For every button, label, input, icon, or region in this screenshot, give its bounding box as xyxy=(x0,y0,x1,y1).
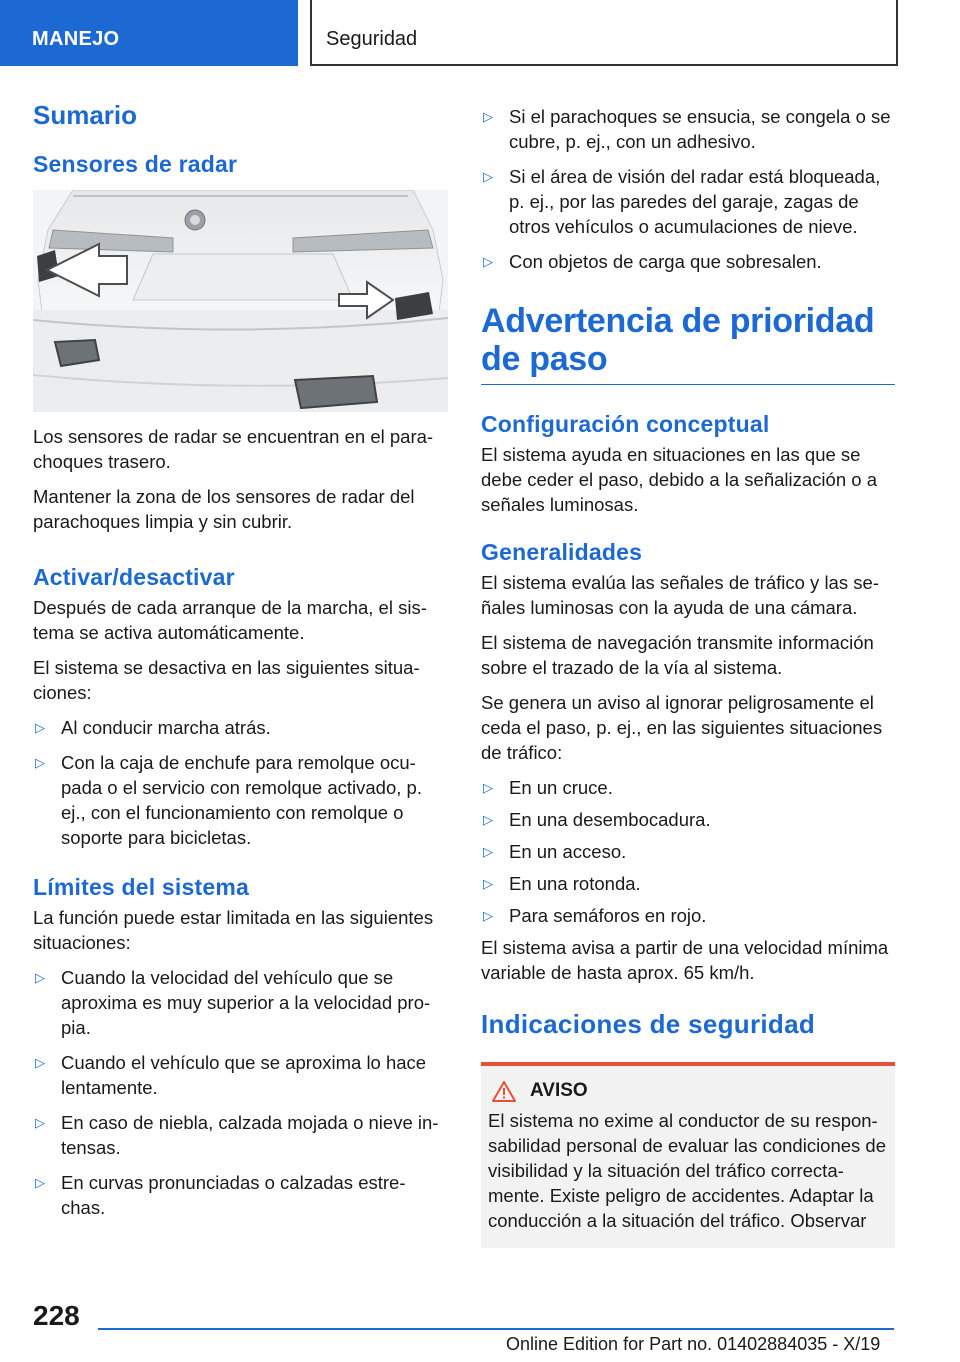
footer-divider xyxy=(98,1328,894,1330)
chapter-tab xyxy=(0,0,298,66)
triangle-bullet-icon: ▷ xyxy=(483,908,493,923)
list-item: ▷ En una desembocadura. xyxy=(483,809,711,830)
generalidades-list xyxy=(481,775,895,928)
list-item: ▷ Con la caja de enchufe para remolque ocu‐pada o el servicio con remolque activado, p. ej., con el funcionamiento con remolque o soporte para bicicletas. xyxy=(35,752,422,848)
list-item: ▷ En curvas pronunciadas o calzadas estre‐chas. xyxy=(35,1172,406,1218)
footer-edition: Online Edition for Part no. 01402884035 - X/19 xyxy=(506,1334,881,1354)
triangle-bullet-icon: ▷ xyxy=(35,755,45,770)
warning-header xyxy=(488,1080,887,1102)
limites-heading: Límites del sistema xyxy=(33,874,249,900)
limites-list-continued xyxy=(481,104,895,274)
triangle-bullet-icon: ▷ xyxy=(35,1175,45,1190)
triangle-bullet-icon: ▷ xyxy=(35,970,45,985)
list-item: ▷ Al conducir marcha atrás. xyxy=(35,717,271,738)
section-tab xyxy=(310,0,898,66)
section-main-title: Advertencia de prioridad de paso xyxy=(481,302,895,385)
triangle-bullet-icon: ▷ xyxy=(35,720,45,735)
list-item: ▷ Con objetos de carga que sobresalen. xyxy=(483,251,822,272)
page-title: Sumario xyxy=(33,100,138,130)
list-item: ▷ Cuando el vehículo que se aproxima lo hace lentamente. xyxy=(35,1052,427,1098)
list-item: ▷ En un acceso. xyxy=(483,841,627,862)
section-label: Seguridad xyxy=(326,28,418,50)
rear-bumper-image xyxy=(33,190,448,412)
warning-label: AVISO xyxy=(530,1080,588,1101)
triangle-bullet-icon: ▷ xyxy=(483,109,493,124)
triangle-bullet-icon: ▷ xyxy=(35,1115,45,1130)
limites-paragraph-1: La función puede estar limitada en las siguientes situaciones: xyxy=(33,907,434,953)
chapter-label: MANEJO xyxy=(32,28,120,50)
triangle-bullet-icon: ▷ xyxy=(483,812,493,827)
triangle-bullet-icon: ▷ xyxy=(483,844,493,859)
generalidades-paragraph-3: Se genera un aviso al ignorar peligrosamente el ceda el paso, p. ej., en las siguientes situaciones de tráfico: xyxy=(481,692,883,763)
config-heading: Configuración conceptual xyxy=(481,411,770,437)
warning-triangle-icon xyxy=(492,1081,516,1102)
generalidades-paragraph-2: El sistema de navegación transmite información sobre el trazado de la vía al sistema. xyxy=(481,632,874,678)
activar-list xyxy=(33,715,448,850)
seguridad-heading: Indicaciones de seguridad xyxy=(481,1009,816,1039)
limites-list xyxy=(33,965,448,1220)
left-column xyxy=(33,100,448,1230)
triangle-bullet-icon: ▷ xyxy=(483,876,493,891)
triangle-bullet-icon: ▷ xyxy=(35,1055,45,1070)
list-item: ▷ Si el parachoques se ensucia, se congela o se cubre, p. ej., con un adhesivo. xyxy=(483,106,891,152)
generalidades-heading: Generalidades xyxy=(481,539,643,565)
warning-text: El sistema no exime al conductor de su respon‐sabilidad personal de evaluar las condiciones de visibilidad y la situación del tráfico correcta‐mente. Existe peligro de accidentes. Adaptar la conducción a la situación del tráfico. Observar xyxy=(488,1110,887,1231)
radar-heading: Sensores de radar xyxy=(33,151,238,177)
warning-box xyxy=(481,1062,895,1248)
activar-paragraph-2: El sistema se desactiva en las siguientes situa‐ciones: xyxy=(33,657,420,703)
list-item: ▷ Si el área de visión del radar está bloqueada, p. ej., por las paredes del garaje, zagas de otros vehículos o acumulaciones de nieve. xyxy=(483,166,881,237)
config-paragraph: El sistema ayuda en situaciones en las que se debe ceder el paso, debido a la señalización o a señales luminosas. xyxy=(481,444,877,515)
activar-heading: Activar/desactivar xyxy=(33,564,235,590)
list-item: ▷ Para semáforos en rojo. xyxy=(483,905,707,926)
triangle-bullet-icon: ▷ xyxy=(483,780,493,795)
list-item: ▷ En caso de niebla, calzada mojada o nieve in‐tensas. xyxy=(35,1112,439,1158)
list-item: ▷ En un cruce. xyxy=(483,777,613,798)
page-number: 228 xyxy=(33,1300,80,1331)
page-header xyxy=(0,0,960,68)
triangle-bullet-icon: ▷ xyxy=(483,254,493,269)
right-column xyxy=(481,104,895,1248)
generalidades-paragraph-1: El sistema evalúa las señales de tráfico y las se‐ñales luminosas con la ayuda de una cámara. xyxy=(481,572,879,618)
list-item: ▷ En una rotonda. xyxy=(483,873,641,894)
activar-paragraph-1: Después de cada arranque de la marcha, el sis‐tema se activa automáticamente. xyxy=(33,597,427,643)
generalidades-paragraph-4: El sistema avisa a partir de una velocidad mínima variable de hasta aprox. 65 km/h. xyxy=(481,937,889,983)
car-rear-illustration xyxy=(33,190,448,412)
radar-paragraph-1: Los sensores de radar se encuentran en el para‐choques trasero. xyxy=(33,426,434,472)
triangle-bullet-icon: ▷ xyxy=(483,169,493,184)
list-item: ▷ Cuando la velocidad del vehículo que se aproxima es muy superior a la velocidad pro‐pia. xyxy=(35,967,431,1038)
radar-paragraph-2: Mantener la zona de los sensores de radar del parachoques limpia y sin cubrir. xyxy=(33,486,415,532)
